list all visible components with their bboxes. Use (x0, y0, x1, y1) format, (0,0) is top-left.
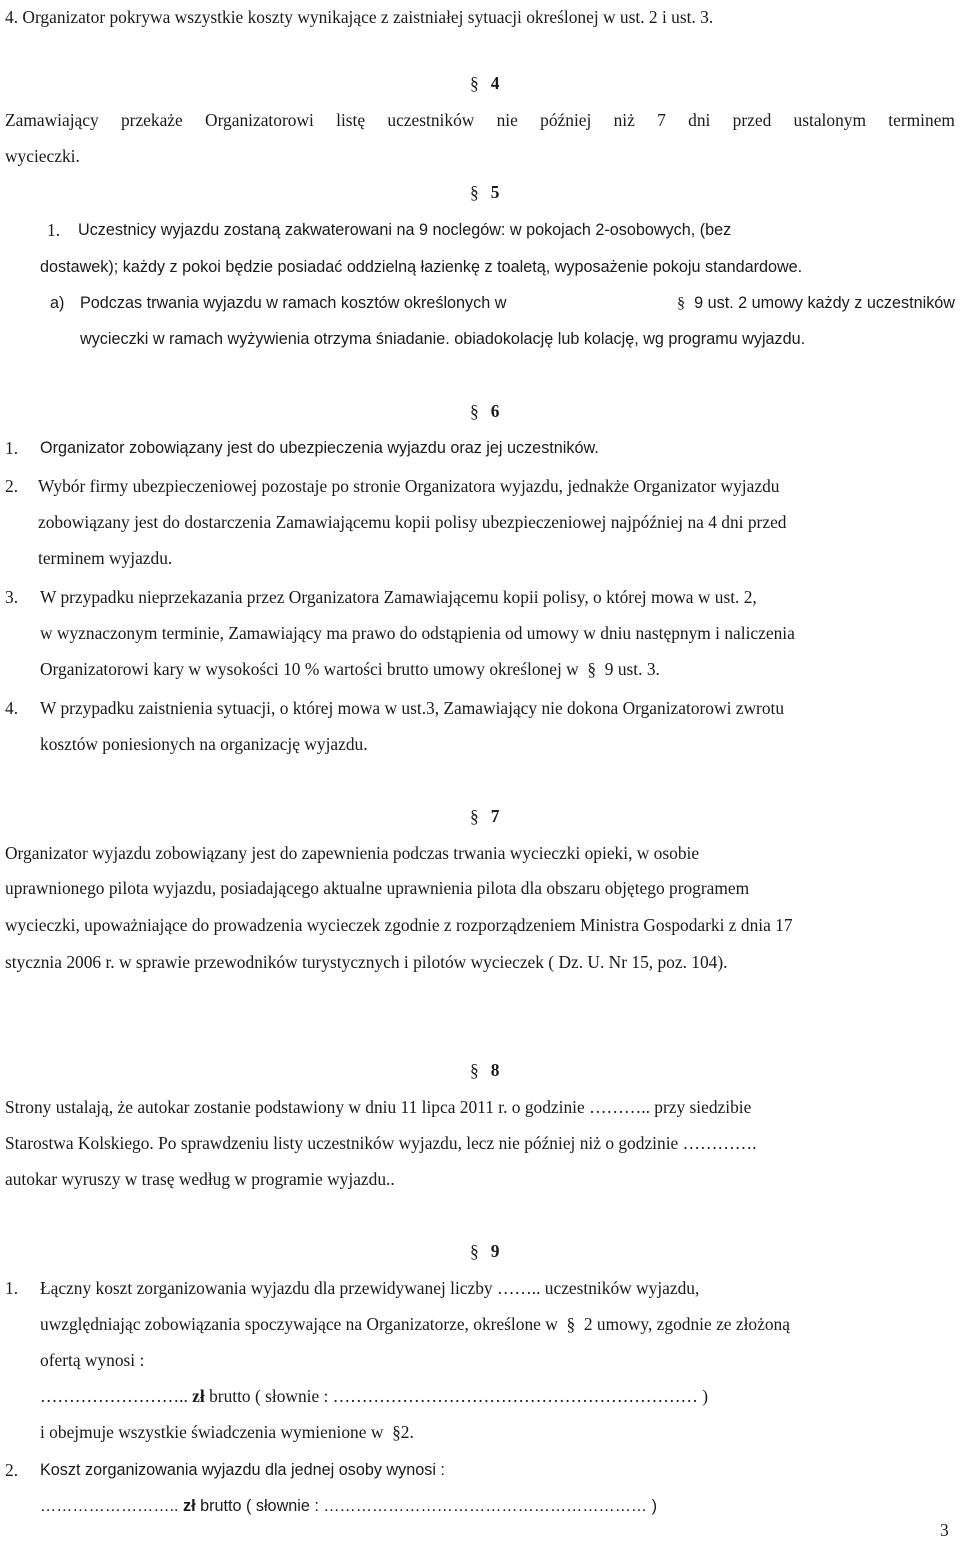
paragraph-line: W przypadku nieprzekazania przez Organizatora Zamawiającemu kopii polisy, o której mowa w ust. 2, (40, 587, 757, 607)
paragraph-line: uprawnionego pilota wyjazdu, posiadającego aktualne uprawnienia pilota dla obszaru objętego programem (5, 878, 750, 898)
paragraph-line: autokar wyruszy w trasę według w programie wyjazdu.. (5, 1169, 395, 1189)
list-marker: a) (50, 294, 65, 312)
list-marker: 1. (47, 220, 61, 240)
list-marker: 1. (5, 1278, 19, 1298)
section-heading-7: § 7 (470, 806, 500, 826)
amount-line: …………………….. zł brutto ( słownie : ……………………………………………………… ) (40, 1386, 709, 1406)
section-heading-9: § 9 (470, 1241, 500, 1261)
paragraph-line: Organizatorowi kary w wysokości 10 % wartości brutto umowy określonej w § 9 ust. 3. (40, 659, 660, 679)
paragraph-line: dostawek); każdy z pokoi będzie posiadać oddzielną łazienkę z toaletą, wyposażenie pokoju standardowe. (40, 258, 803, 276)
paragraph-line: Koszt zorganizowania wyjazdu dla jednej osoby wynosi : (40, 1461, 445, 1479)
list-marker: 3. (5, 587, 19, 607)
paragraph-line: kosztów poniesionych na organizację wyjazdu. (40, 734, 368, 754)
paragraph-line: 4. Organizator pokrywa wszystkie koszty wynikające z zaistniałej sytuacji określonej w ust. 2 i ust. 3. (5, 7, 714, 27)
paragraph-line: zobowiązany jest do dostarczenia Zamawiającemu kopii polisy ubezpieczeniowej najpóźniej na 4 dni przed (38, 512, 787, 532)
paragraph-line: W przypadku zaistnienia sytuacji, o której mowa w ust.3, Zamawiający nie dokona Organizatorowi zwrotu (40, 698, 785, 718)
paragraph-line: wycieczki, upoważniające do prowadzenia wycieczek zgodnie z rozporządzeniem Ministra Gospodarki z dnia 17 (5, 915, 793, 935)
paragraph-line: w wyznaczonym terminie, Zamawiający ma prawo do odstąpienia od umowy w dniu następnym i naliczenia (40, 623, 795, 643)
section-heading-4: § 4 (470, 73, 500, 93)
paragraph-line: Wybór firmy ubezpieczeniowej pozostaje po stronie Organizatora wyjazdu, jednakże Organizator wyjazdu (38, 476, 780, 496)
paragraph-line: Podczas trwania wyjazdu w ramach kosztów określonych w § 9 ust. 2 umowy każdy z uczestników (80, 294, 955, 312)
amount-line: …………………….. zł brutto ( słownie : …………………………………………………… ) (40, 1497, 657, 1515)
paragraph-line: i obejmuje wszystkie świadczenia wymienione w §2. (40, 1422, 414, 1442)
paragraph-line: ofertą wynosi : (40, 1350, 145, 1370)
list-marker: 1. (5, 438, 19, 458)
page-number: 3 (940, 1520, 949, 1540)
section-heading-8: § 8 (470, 1060, 500, 1080)
paragraph-line: Organizator wyjazdu zobowiązany jest do zapewnienia podczas trwania wycieczki opieki, w osobie (5, 843, 700, 863)
paragraph-line: Łączny koszt zorganizowania wyjazdu dla przewidywanej liczby …….. uczestników wyjazdu, (40, 1278, 700, 1298)
list-marker: 2. (5, 476, 19, 496)
paragraph-line: Organizator zobowiązany jest do ubezpieczenia wyjazdu oraz jej uczestników. (40, 439, 599, 457)
paragraph-line: terminem wyjazdu. (38, 548, 173, 568)
list-marker: 4. (5, 698, 19, 718)
section-symbol: § (470, 73, 479, 93)
paragraph-line: wycieczki w ramach wyżywienia otrzyma śniadanie. obiadokolację lub kolację, wg programu wyjazdu. (80, 330, 806, 348)
section-heading-5: § 5 (470, 182, 500, 202)
paragraph-line-justified: Zamawiający przekaże Organizatorowi listę uczestników nie później niż 7 dni przed ustalonym terminem (5, 110, 955, 130)
paragraph-line: Strony ustalają, że autokar zostanie podstawiony w dniu 11 lipca 2011 r. o godzinie ……….. przy siedzibie (5, 1097, 752, 1117)
paragraph-line: Uczestnicy wyjazdu zostaną zakwaterowani na 9 noclegów: w pokojach 2-osobowych, (bez (78, 221, 732, 239)
paragraph-line: stycznia 2006 r. w sprawie przewodników turystycznych i pilotów wycieczek ( Dz. U. Nr 15, poz. 104). (5, 952, 728, 972)
paragraph-line: uwzględniając zobowiązania spoczywające na Organizatorze, określone w § 2 umowy, zgodnie ze złożoną (40, 1314, 790, 1334)
paragraph-line: Starostwa Kolskiego. Po sprawdzeniu listy uczestników wyjazdu, lecz nie później niż o godzinie …………. (5, 1133, 757, 1153)
paragraph-line: wycieczki. (5, 146, 80, 166)
section-heading-6: § 6 (470, 401, 500, 421)
list-marker: 2. (5, 1460, 19, 1480)
